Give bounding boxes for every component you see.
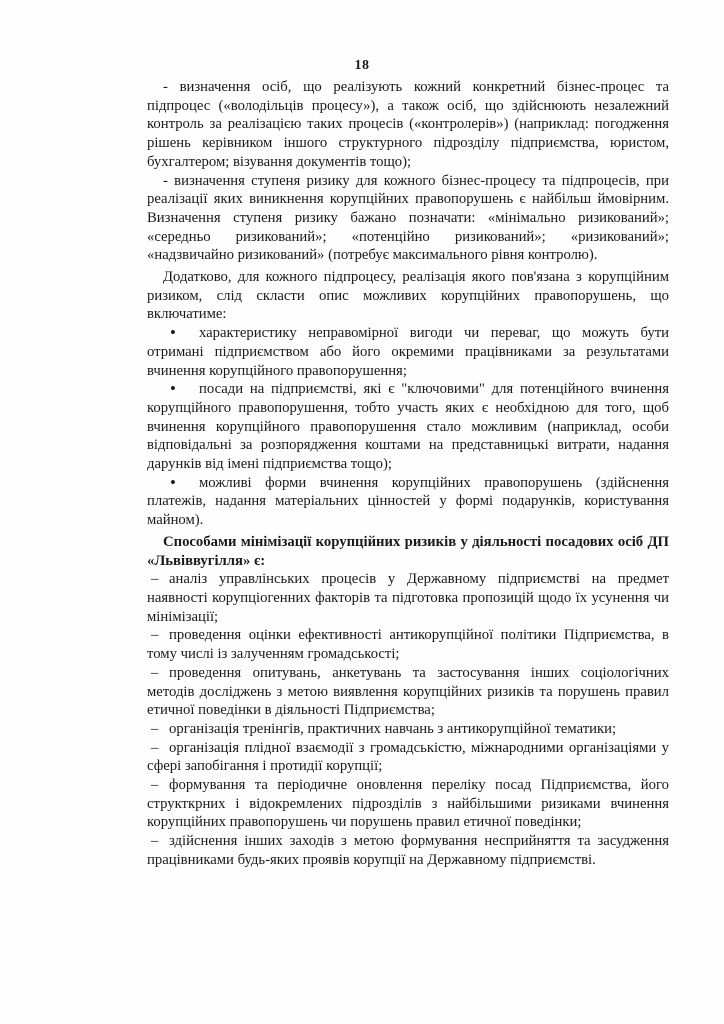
dash-marker: – xyxy=(151,664,159,681)
bullet-marker: • xyxy=(170,381,176,398)
list-item-analysis xyxy=(147,570,669,626)
list-item-trainings xyxy=(147,720,669,739)
paragraph-text: характеристику неправомірної вигоди чи переваг, що можуть бути отримані підприємством або його окремими працівниками за результатами вчинення корупційного правопорушення; xyxy=(147,325,669,379)
dash-marker: – xyxy=(151,739,159,756)
bullet-marker: • xyxy=(170,474,176,491)
dash-marker: – xyxy=(151,777,159,794)
paragraph-text: організація плідної взаємодії з громадськістю, міжнародними організаціями у сфері запобігання і протидії корупції; xyxy=(147,739,669,775)
document-body xyxy=(147,78,669,870)
paragraph-text: визначення ступеня ризику для кожного бізнес-процесу та підпроцесів, при реалізації яких виникнення корупційних правопорушень є найбільш ймовірним. Визначення ступеня ризику бажано позначати: «мінімально ризикований»; «середньо ризикований»; «потенційно ризикований»; «ризикований»; «надзвичайно ризикований» (потребує максимального рівня контролю). xyxy=(147,172,669,264)
bullet-item-forms xyxy=(147,474,669,530)
paragraph-text: формування та періодичне оновлення переліку посад Підприємства, його структкрних і відокремлених підрозділів з найбільшими ризиками вчинення корупційних правопорушень чи порушень правил етичної поведінки; xyxy=(147,777,669,831)
section-heading: Способами мінімізації корупційних ризиків у діяльності посадових осіб ДП «Львіввугілля» є: xyxy=(147,533,669,569)
dash-marker: – xyxy=(151,720,159,737)
dash-marker: – xyxy=(151,627,159,644)
paragraph-text: проведення опитувань, анкетувань та застосування інших соціологічних методів досліджень з метою виявлення корупційних ризиків та порушень правил етичної поведінки в діяльності Підприємства; xyxy=(147,664,669,719)
bullet-item-benefit xyxy=(147,324,669,380)
list-item-other-measures xyxy=(147,832,669,869)
dash-marker: – xyxy=(151,571,159,588)
paragraph-additional: Додатково, для кожного підпроцесу, реалізація якого пов'язана з корупційним ризиком, слід скласти опис можливих корупційних правопорушень, що включатиме: xyxy=(147,269,669,323)
paragraph-text: організація тренінгів, практичних навчань з антикорупційної тематики; xyxy=(169,720,617,737)
dash-marker: - xyxy=(163,172,168,189)
page-number: 18 xyxy=(354,58,370,73)
dash-marker: - xyxy=(163,79,168,95)
list-item-evaluation xyxy=(147,626,669,663)
bullet-marker: • xyxy=(170,325,176,342)
list-item-positions-list xyxy=(147,776,669,832)
paragraph-risk-level xyxy=(147,172,669,266)
dash-marker: – xyxy=(151,833,159,850)
paragraph-text: аналіз управлінських процесів у Державному підприємстві на предмет наявності корупціогенних факторів та підготовка пропозицій щодо їх усунення чи мінімізації; xyxy=(147,571,669,625)
paragraph-text: проведення оцінки ефективності антикорупційної політики Підприємства, в тому числі із залученням громадськості; xyxy=(147,627,669,663)
paragraph-text: можливі форми вчинення корупційних правопорушень (здійснення платежів, надання матеріальних цінностей у формі подарунків, користування майном). xyxy=(147,474,669,529)
list-item-surveys xyxy=(147,664,669,720)
list-item-cooperation xyxy=(147,739,669,776)
paragraph-text: визначення осіб, що реалізують кожний конкретний бізнес-процес та підпроцес («володільців процесу»), а також осіб, що здійснюють незалежний контроль за реалізацією таких процесів («контролерів») (наприклад: погодження рішень керівником іншого структурного підрозділу підприємства, юристом, бухгалтером; візування документів тощо); xyxy=(147,79,669,170)
paragraph-text: здійснення інших заходів з метою формування несприйняття та засудження працівниками будь-яких проявів корупції на Державному підприємстві. xyxy=(147,833,669,868)
paragraph-process-owners xyxy=(147,78,669,172)
paragraph-text: посади на підприємстві, які є "ключовими" для потенційного вчинення корупційного правопорушення, тобто участь яких є необхідною для того, щоб вчинення корупційного правопорушення стало можливим (наприклад, особи відповідальні за розпорядження коштами на представницькі витрати, надання дарунків від імені підприємства тощо); xyxy=(147,381,669,473)
bullet-item-key-positions xyxy=(147,380,669,474)
